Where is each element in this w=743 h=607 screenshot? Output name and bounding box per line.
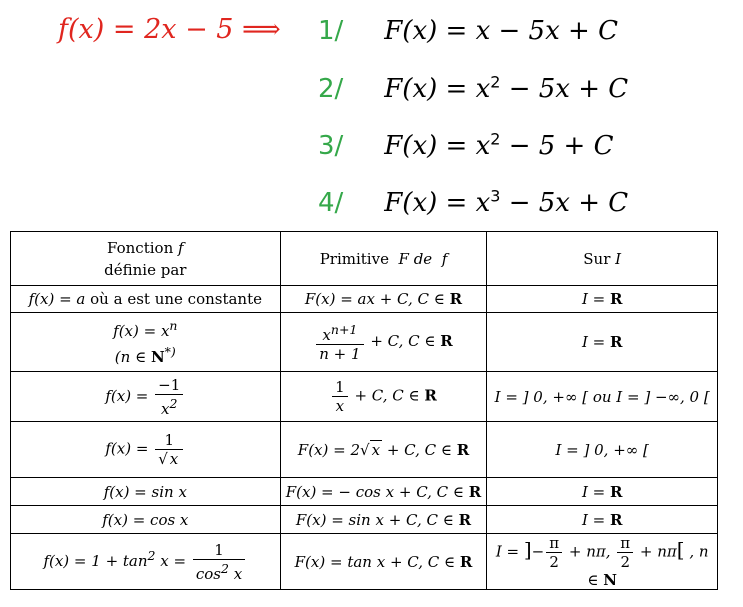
cell-primitive: $\frac{1}{x}$ + C, C ∈ R [280, 372, 487, 422]
option-number: 1/ [318, 16, 344, 46]
header-primitive: Primitive F de f [280, 232, 487, 286]
table-row [11, 534, 718, 590]
cell-primitive: F(x) = ax + C, C ∈ R [280, 286, 487, 313]
table-row [11, 286, 718, 313]
option-number: 2/ [318, 73, 344, 104]
cell-interval: I = R [487, 286, 718, 313]
option-4 [318, 186, 628, 218]
option-number: 4/ [318, 187, 344, 218]
cell-interval: I = R [487, 478, 718, 506]
table-row [11, 506, 718, 534]
option-expression: $F(x) = x^2 - 5x + C$ [384, 72, 629, 104]
option-expression: $F(x) = x^3 - 5x + C$ [384, 186, 629, 218]
cell-function: $f(x) = 1 + \tan^2 x$ = $\frac{1}{\cos^2 x}$ [11, 534, 281, 590]
primitives-table [10, 231, 718, 590]
option-number: 3/ [318, 130, 344, 161]
cell-function: f(x) = $\frac{1}{√ x}$ [11, 422, 281, 478]
header-function: Fonction f définie par [11, 232, 281, 286]
table-row [11, 313, 718, 372]
cell-interval: I = ] 0, +∞ [ ou I = ] −∞, 0 [ [487, 372, 718, 422]
cell-function: f(x) = cos x [11, 506, 281, 534]
table-row [11, 478, 718, 506]
option-expression: $F(x) = x^2 - 5 + C$ [384, 129, 614, 161]
cell-function: f(x) = a où a est une constante [11, 286, 281, 313]
cell-primitive: F(x) = tan x + C, C ∈ R [280, 534, 487, 590]
option-2 [318, 72, 628, 104]
given-function: f(x) = 2x − 5 ⟹ [58, 14, 281, 45]
cell-primitive: F(x) = − cos x + C, C ∈ R [280, 478, 487, 506]
cell-function: $f(x) = x^n$ (n ∈ N*) [11, 313, 281, 372]
header-interval: Sur I [487, 232, 718, 286]
cell-primitive: F(x) = sin x + C, C ∈ R [280, 506, 487, 534]
option-1 [318, 16, 618, 46]
cell-primitive: F(x) = 2√ x + C, C ∈ R [280, 422, 487, 478]
cell-interval: I = ] 0, +∞ [ [487, 422, 718, 478]
option-3 [318, 129, 614, 161]
cell-function: f(x) = sin x [11, 478, 281, 506]
table-row [11, 422, 718, 478]
cell-interval: I = R [487, 313, 718, 372]
cell-primitive: $\frac{x^{n+1}}{n + 1}$ + C, C ∈ R [280, 313, 487, 372]
option-expression: F(x) = x − 5x + C [384, 16, 618, 46]
cell-function: f(x) = $\frac{-1}{x^2}$ [11, 372, 281, 422]
table-row [11, 372, 718, 422]
cell-interval: I = ]− $\frac{\pi}{2}$ + nπ, $\frac{\pi}{2}$ + nπ[ , n ∈ N [487, 534, 718, 590]
cell-interval: I = R [487, 506, 718, 534]
table-header-row [11, 232, 718, 286]
question-header [0, 0, 743, 230]
